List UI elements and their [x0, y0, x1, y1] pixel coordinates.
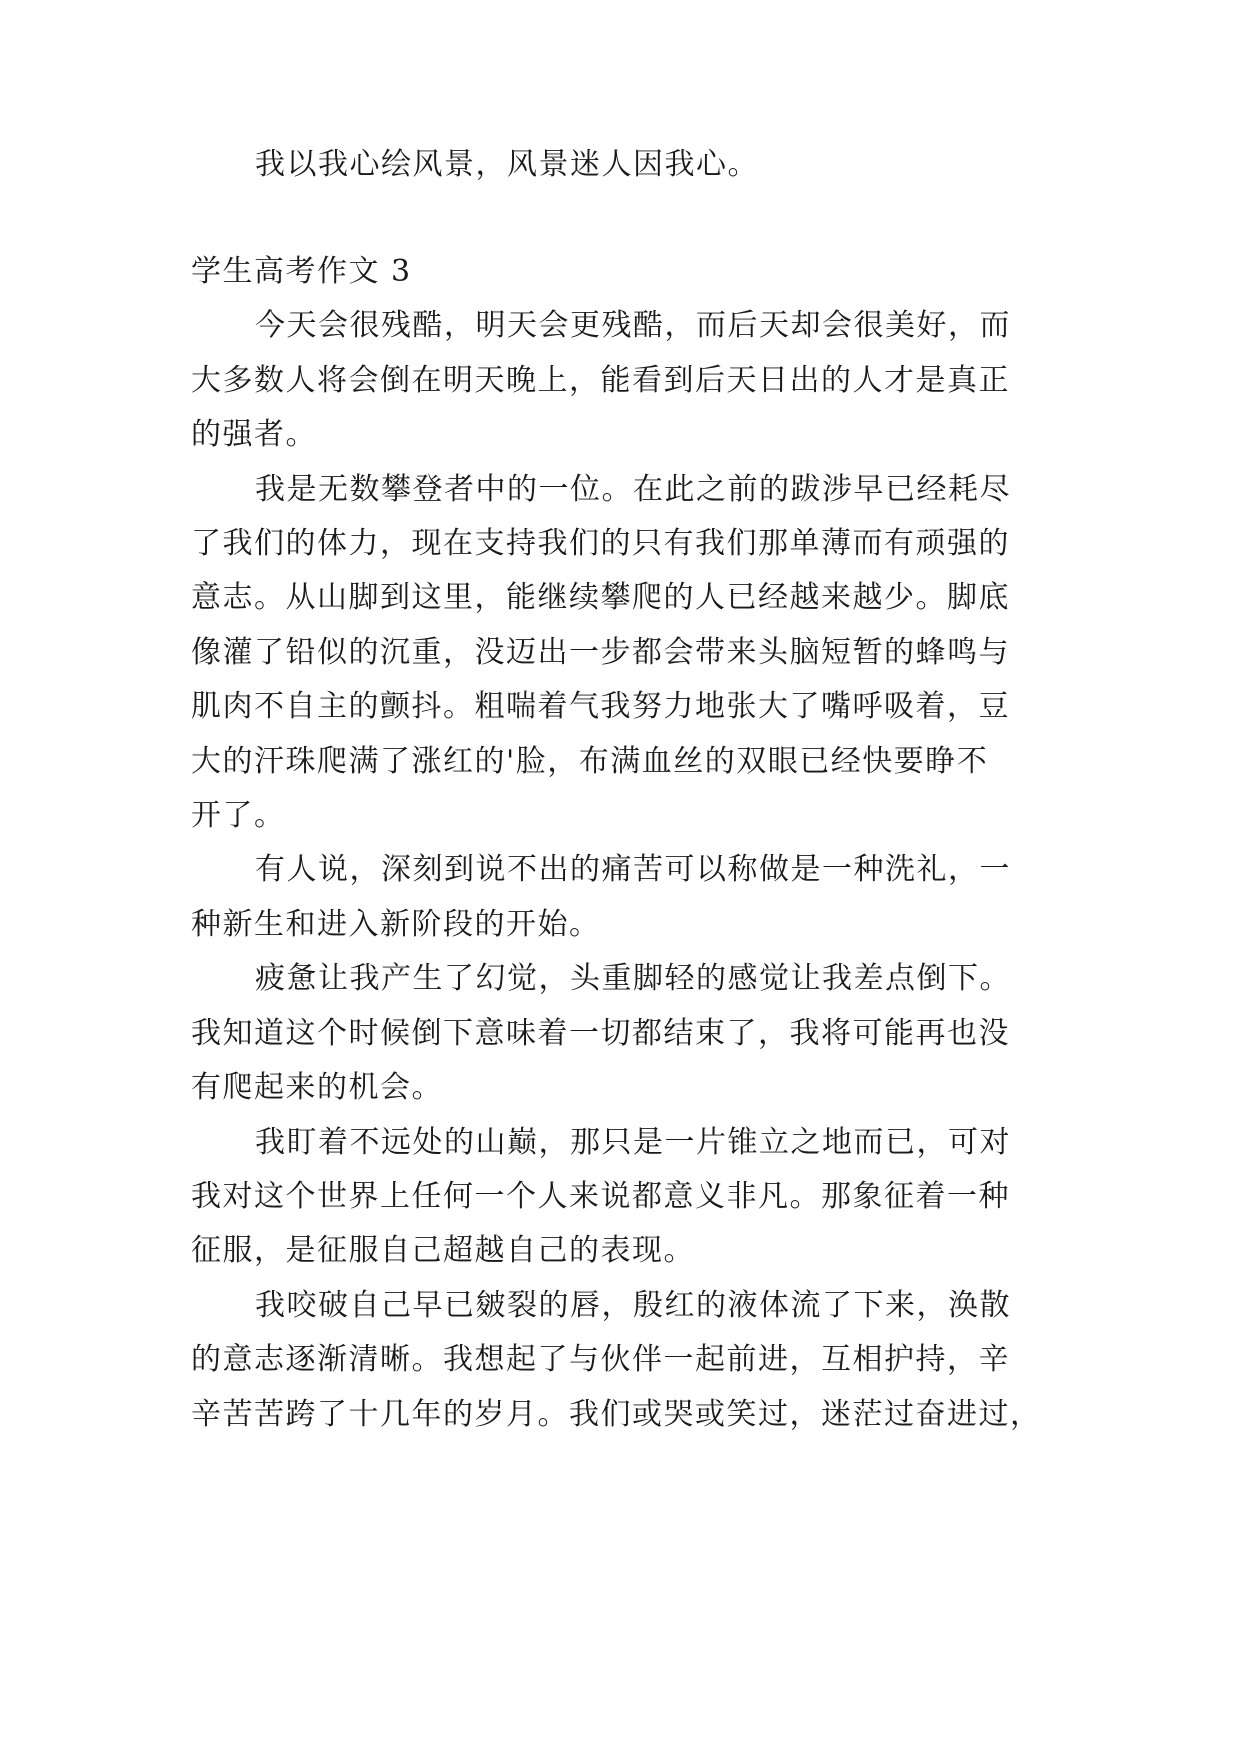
paragraph-line: 有人说，深刻到说不出的痛苦可以称做是一种洗礼，一 — [255, 852, 1011, 887]
paragraph-line: 开了。 — [191, 798, 286, 833]
paragraph-line: 辛苦苦跨了十几年的岁月。我们或哭或笑过，迷茫过奋进过， — [191, 1397, 1042, 1432]
paragraph-line: 我咬破自己早已皴裂的唇，殷红的液体流了下来，涣散 — [255, 1288, 1011, 1323]
paragraph-line: 我知道这个时候倒下意味着一切都结束了，我将可能再也没 — [191, 1016, 1010, 1051]
paragraph-line: 大多数人将会倒在明天晚上，能看到后天日出的人才是真正 — [191, 363, 1010, 398]
paragraph-line: 的强者。 — [191, 417, 317, 452]
paragraph-line: 我对这个世界上任何一个人来说都意义非凡。那象征着一种 — [191, 1179, 1010, 1214]
paragraph-line: 我以我心绘风景，风景迷人因我心。 — [255, 147, 759, 182]
paragraph-line: 我是无数攀登者中的一位。在此之前的跋涉早已经耗尽 — [255, 472, 1011, 507]
paragraph-line: 今天会很残酷，明天会更残酷，而后天却会很美好，而 — [255, 308, 1011, 343]
paragraph-line: 肌肉不自主的颤抖。粗喘着气我努力地张大了嘴呼吸着，豆 — [191, 689, 1010, 724]
paragraph-line: 有爬起来的机会。 — [191, 1070, 443, 1105]
paragraph-line: 疲惫让我产生了幻觉，头重脚轻的感觉让我差点倒下。 — [255, 961, 1011, 996]
paragraph-line: 的意志逐渐清晰。我想起了与伙伴一起前进，互相护持，辛 — [191, 1342, 1010, 1377]
paragraph-line: 种新生和进入新阶段的开始。 — [191, 907, 601, 942]
paragraph-line: 大的汗珠爬满了涨红的'脸，布满血丝的双眼已经快要睁不 — [191, 744, 989, 779]
section-heading: 学生高考作文 3 — [191, 254, 412, 289]
paragraph-line: 我盯着不远处的山巅，那只是一片锥立之地而已，可对 — [255, 1125, 1011, 1160]
paragraph-line: 意志。从山脚到这里，能继续攀爬的人已经越来越少。脚底 — [191, 580, 1010, 615]
paragraph-line: 征服，是征服自己超越自己的表现。 — [191, 1233, 695, 1268]
paragraph-line: 像灌了铅似的沉重，没迈出一步都会带来头脑短暂的蜂鸣与 — [191, 635, 1010, 670]
paragraph-line: 了我们的体力，现在支持我们的只有我们那单薄而有顽强的 — [191, 526, 1010, 561]
